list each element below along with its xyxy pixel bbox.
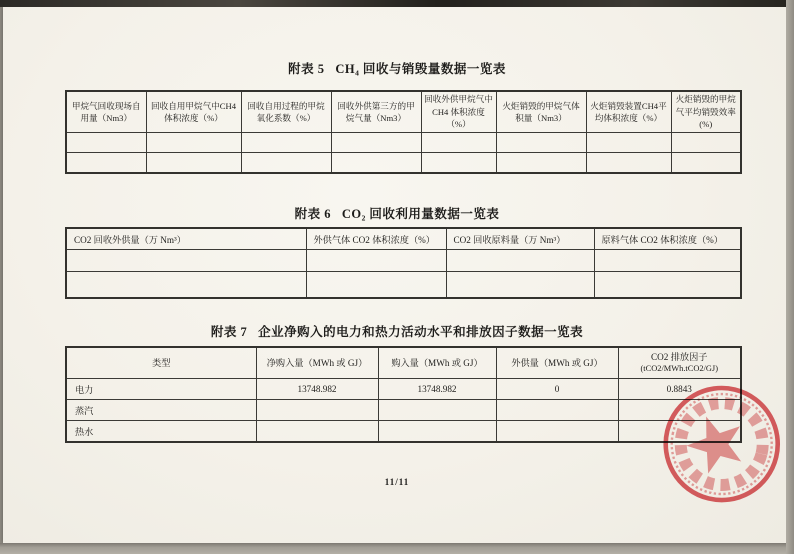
header-cell: 购入量（MWh 或 GJ） — [378, 347, 496, 379]
table-header-row — [66, 228, 741, 250]
value-cell: 13748.982 — [256, 379, 378, 400]
empty-cell — [306, 250, 446, 272]
empty-cell — [671, 153, 741, 174]
empty-cell — [496, 400, 618, 421]
empty-cell — [241, 133, 331, 153]
empty-cell — [496, 153, 586, 174]
table7-title: 附表 7 企业净购入的电力和热力活动水平和排放因子数据一览表 — [210, 325, 584, 339]
empty-cell — [446, 250, 594, 272]
table-row — [66, 272, 741, 299]
empty-cell — [421, 133, 496, 153]
header-cell: 回收外供第三方的甲烷气量（Nm3） — [331, 91, 421, 133]
empty-cell — [496, 421, 618, 443]
empty-cell — [586, 133, 671, 153]
header-cell: 回收外供甲烷气中 CH4 体积浓度（%） — [421, 91, 496, 133]
purchased-electricity-heat-table — [65, 346, 740, 443]
table-row-electricity — [66, 379, 741, 400]
row-label: 蒸汽 — [66, 400, 256, 421]
empty-cell — [256, 400, 378, 421]
empty-cell — [594, 272, 741, 299]
header-cell: 回收自用甲烷气中CH4 体积浓度（%） — [146, 91, 241, 133]
table5-title: 附表 5 CH₄ 回收与销毁量数据一览表 — [288, 62, 506, 76]
header-cell: 类型 — [66, 347, 256, 379]
empty-cell — [618, 400, 741, 421]
row-label: 热水 — [66, 421, 256, 443]
co2-factor-label: CO2 排放因子 — [651, 352, 708, 362]
table-row-steam — [66, 400, 741, 421]
value-cell: 0 — [496, 379, 618, 400]
header-cell: 净购入量（MWh 或 GJ） — [256, 347, 378, 379]
header-cell: 原料气体 CO2 体积浓度（%） — [594, 228, 741, 250]
page-number: 11/11 — [384, 477, 410, 487]
empty-cell — [66, 250, 306, 272]
empty-cell — [594, 250, 741, 272]
scan-edge-bottom — [0, 543, 794, 554]
ch4-recovery-destruction-table — [65, 90, 740, 174]
header-cell-co2-factor — [618, 347, 741, 379]
empty-cell — [146, 153, 241, 174]
header-cell: 甲烷气回收现场自用量（Nm3） — [66, 91, 146, 133]
table6-title: 附表 6 CO₂ 回收利用量数据一览表 — [294, 207, 500, 221]
row-label: 电力 — [66, 379, 256, 400]
scan-edge-right — [786, 0, 794, 554]
empty-cell — [586, 153, 671, 174]
header-cell: CO2 回收外供量（万 Nm³） — [66, 228, 306, 250]
table-row-hot-water — [66, 421, 741, 443]
header-cell: 火炬销毁装置CH4平均体积浓度（%） — [586, 91, 671, 133]
header-cell: 火炬销毁的甲烷气平均销毁效率(%) — [671, 91, 741, 133]
table-row — [66, 250, 741, 272]
value-cell: 13748.982 — [378, 379, 496, 400]
header-cell: CO2 回收原料量（万 Nm³） — [446, 228, 594, 250]
empty-cell — [66, 272, 306, 299]
scan-edge-top — [0, 0, 794, 7]
empty-cell — [378, 421, 496, 443]
header-cell: 外供气体 CO2 体积浓度（%） — [306, 228, 446, 250]
empty-cell — [421, 153, 496, 174]
table-header-row — [66, 347, 741, 379]
value-cell: 0.8843 — [618, 379, 741, 400]
empty-cell — [146, 133, 241, 153]
empty-cell — [671, 133, 741, 153]
empty-cell — [66, 153, 146, 174]
empty-cell — [306, 272, 446, 299]
co2-factor-unit: (tCO2/MWh.tCO2/GJ) — [640, 364, 718, 373]
empty-cell — [241, 153, 331, 174]
empty-cell — [446, 272, 594, 299]
header-cell: 外供量（MWh 或 GJ） — [496, 347, 618, 379]
table-row — [66, 153, 741, 174]
empty-cell — [378, 400, 496, 421]
empty-cell — [66, 133, 146, 153]
co2-recovery-utilization-table — [65, 227, 740, 299]
table-row — [66, 133, 741, 153]
table-header-row — [66, 91, 741, 133]
empty-cell — [256, 421, 378, 443]
empty-cell — [331, 153, 421, 174]
header-cell: 火炬销毁的甲烷气体积量（Nm3） — [496, 91, 586, 133]
empty-cell — [618, 421, 741, 443]
empty-cell — [496, 133, 586, 153]
empty-cell — [331, 133, 421, 153]
header-cell: 回收自用过程的甲烷氧化系数（%） — [241, 91, 331, 133]
